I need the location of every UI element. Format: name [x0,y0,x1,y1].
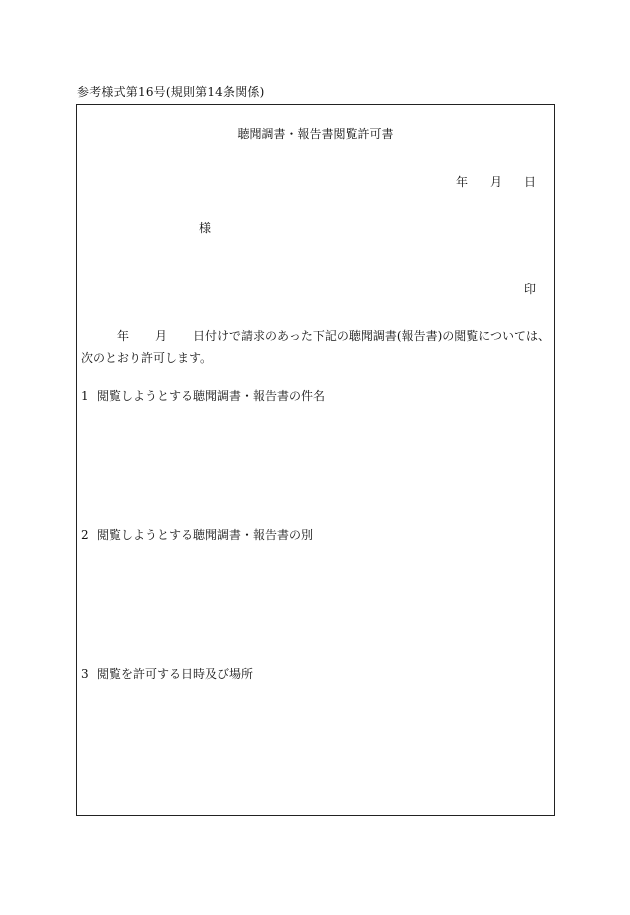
addressee-suffix: 様 [199,221,212,235]
body-line1-rest: 日付けで請求のあった下記の聴聞調書(報告書)の閲覧については、 [193,329,551,343]
body-text-line-1 [117,329,550,343]
form-title: 聴聞調書・報告書閲覧許可書 [237,127,394,141]
seal-mark: 印 [523,282,536,296]
form-item [81,528,313,542]
date-month-label: 月 [489,175,502,189]
item-number: 2 [81,528,89,542]
body-month-label: 月 [155,329,168,343]
date-year-label: 年 [455,175,468,189]
body-text-line-2: 次のとおり許可します。 [81,351,213,365]
issue-date [456,175,536,189]
permission-form [76,104,555,816]
item-number: 1 [81,389,89,403]
item-number: 3 [81,667,89,681]
item-label: 閲覧を許可する日時及び場所 [97,667,254,681]
form-reference-label: 参考様式第16号(規則第14条関係) [77,85,265,99]
date-day-label: 日 [523,175,536,189]
form-item [81,667,253,681]
item-label: 閲覧しようとする聴聞調書・報告書の別 [97,528,314,542]
form-item [81,389,325,403]
body-year-label: 年 [117,329,130,343]
item-label: 閲覧しようとする聴聞調書・報告書の件名 [97,389,326,403]
